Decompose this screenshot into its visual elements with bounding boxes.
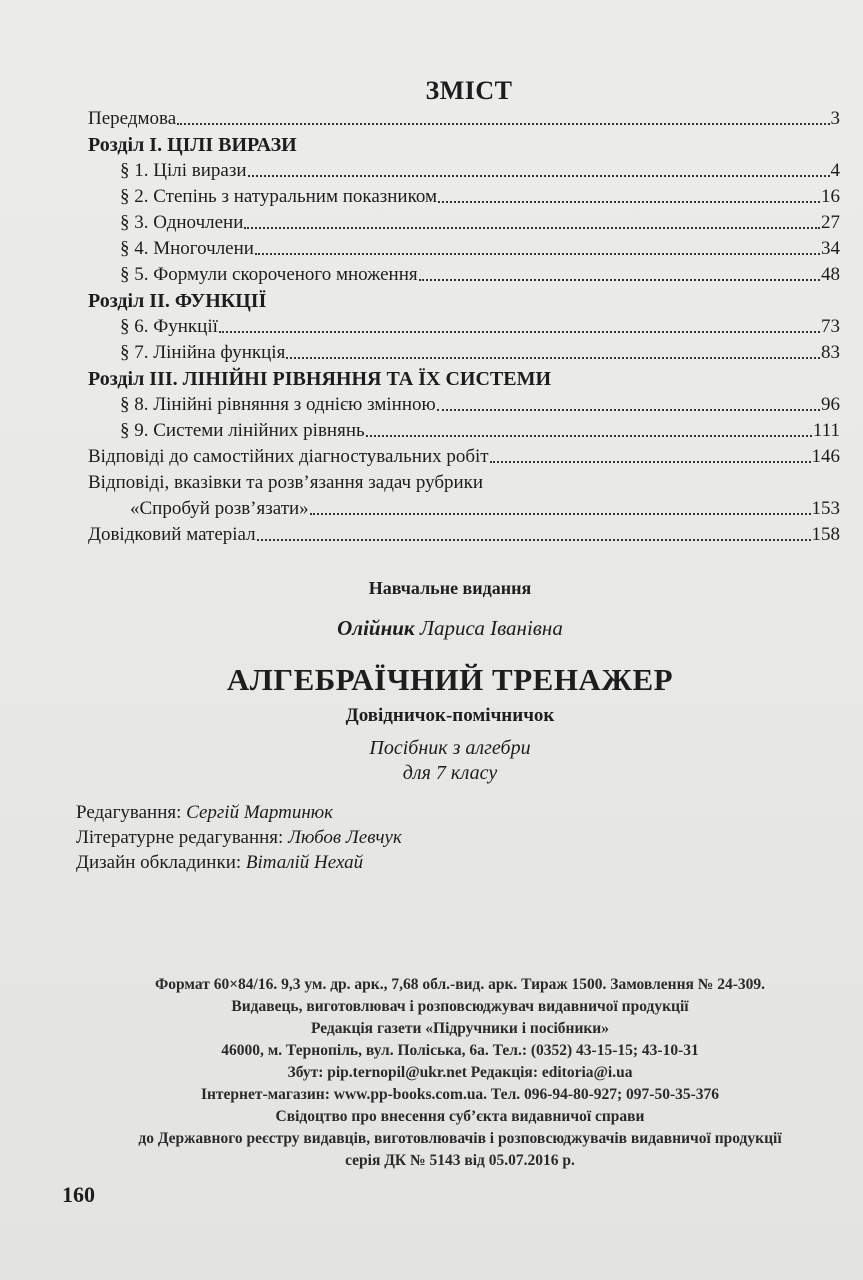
tech-line: Інтернет-магазин: www.pp-books.com.ua. Тел. 096-94-80-927; 097-50-35-376: [200, 1086, 720, 1103]
credits: [76, 800, 402, 875]
toc-entry-label: Розділ ІІ. ФУНКЦІЇ: [88, 290, 267, 312]
toc-entry-label: § 2. Степінь з натуральним показником: [120, 186, 438, 207]
toc-entry-page: 27: [821, 212, 840, 233]
toc-entry-label: § 5. Формули скороченого множення: [120, 264, 418, 285]
toc-entry-label: Передмова: [88, 108, 177, 129]
tech-line: Збут: pip.ternopil@ukr.net Редакція: editoria@i.ua: [287, 1064, 633, 1081]
tech-line: Редакція газети «Підручники і посібники»: [310, 1020, 609, 1037]
toc-entry-label: § 8. Лінійні рівняння з однією змінною: [120, 394, 436, 415]
tech-line: до Державного реєстру видавців, виготовлювачів і розповсюджувачів видавничої продукції: [138, 1130, 782, 1147]
toc-title: ЗМІСТ: [425, 76, 513, 105]
toc-section-heading: [88, 366, 840, 392]
toc-leader-dots: [286, 357, 820, 359]
edition-type: Навчальне видання: [368, 578, 532, 598]
toc-entry-page: 3: [830, 108, 840, 129]
table-of-contents: [88, 106, 840, 548]
publication-details: [60, 974, 860, 1172]
toc-entry-page: 146: [811, 446, 840, 467]
toc-entry: [88, 262, 840, 288]
toc-entry-label: § 6. Функції: [120, 316, 218, 337]
tech-line: 46000, м. Тернопіль, вул. Поліська, 6а. Тел.: (0352) 43-15-15; 43-10-31: [221, 1042, 699, 1059]
book-grade: для 7 класу: [402, 762, 498, 784]
toc-section-heading: [88, 132, 840, 158]
toc-entry-label: Довідковий матеріал: [88, 524, 256, 545]
toc-entry-label: § 3. Одночлени: [120, 212, 244, 233]
author-name: Лариса Іванівна: [419, 616, 563, 640]
toc-entry-label: § 7. Лінійна функція: [120, 342, 286, 363]
toc-entry-page: 96: [821, 394, 840, 415]
toc-entry: [88, 158, 840, 184]
book-title: АЛГЕБРАЇЧНИЙ ТРЕНАЖЕР: [226, 662, 674, 697]
book-description: Посібник з алгебри: [369, 737, 531, 759]
toc-entry-label: «Спробуй розв’язати»: [130, 498, 309, 519]
toc-entry: [88, 496, 840, 522]
toc-entry-page: 48: [821, 264, 840, 285]
toc-leader-dots: [244, 227, 820, 229]
credit-line: [76, 850, 402, 875]
credit-name: Віталій Нехай: [245, 852, 364, 873]
author-surname: Олійник: [337, 616, 415, 640]
toc-entry: [88, 106, 840, 132]
toc-entry-label: Розділ І. ЦІЛІ ВИРАЗИ: [88, 134, 297, 156]
toc-leader-dots: [437, 409, 820, 411]
toc-entry-page: 158: [811, 524, 840, 545]
toc-entry: [88, 418, 840, 444]
toc-entry-page: 111: [812, 420, 840, 441]
page-number: 160: [62, 1182, 95, 1207]
toc-entry-label: § 1. Цілі вирази: [120, 160, 247, 181]
toc-section-heading: [88, 288, 840, 314]
toc-leader-dots: [310, 513, 811, 515]
toc-entry: [88, 470, 840, 496]
book-subtitle: Довідничок-помічничок: [345, 705, 555, 726]
toc-entry: [88, 444, 840, 470]
toc-entry: [88, 340, 840, 366]
credit-line: [76, 800, 402, 825]
toc-leader-dots: [257, 539, 811, 541]
credit-role: Дизайн обкладинки:: [76, 852, 242, 873]
toc-leader-dots: [438, 201, 820, 203]
credit-name: Сергій Мартинюк: [186, 802, 334, 823]
toc-entry: [88, 236, 840, 262]
credit-name: Любов Левчук: [288, 827, 402, 848]
tech-line: Видавець, виготовлювач і розповсюджувач видавничої продукції: [231, 998, 689, 1015]
toc-entry-page: 83: [821, 342, 840, 363]
toc-leader-dots: [255, 253, 820, 255]
toc-entry: [88, 392, 840, 418]
toc-entry-page: 73: [821, 316, 840, 337]
toc-entry-page: 34: [821, 238, 840, 259]
toc-entry-page: 16: [821, 186, 840, 207]
credit-line: [76, 825, 402, 850]
toc-leader-dots: [219, 331, 820, 333]
tech-line: Формат 60×84/16. 9,3 ум. др. арк., 7,68 обл.-вид. арк. Тираж 1500. Замовлення № 24-309.: [154, 976, 766, 993]
credit-role: Літературне редагування:: [76, 827, 284, 848]
toc-entry-label: § 9. Системи лінійних рівнянь: [120, 420, 365, 441]
author: [0, 616, 863, 641]
toc-leader-dots: [490, 461, 811, 463]
toc-entry-label: Відповіді, вказівки та розв’язання задач рубрики: [88, 472, 484, 493]
toc-entry: [88, 184, 840, 210]
toc-entry-page: 153: [811, 498, 840, 519]
toc-entry: [88, 210, 840, 236]
toc-leader-dots: [366, 435, 812, 437]
toc-entry-label: Відповіді до самостійних діагностувальних робіт: [88, 446, 489, 467]
toc-entry: [88, 522, 840, 548]
tech-line: серія ДК № 5143 від 05.07.2016 р.: [345, 1152, 575, 1169]
toc-entry-label: § 4. Многочлени: [120, 238, 254, 259]
toc-leader-dots: [177, 123, 829, 125]
toc-entry-label: Розділ ІІІ. ЛІНІЙНІ РІВНЯННЯ ТА ЇХ СИСТЕМИ: [88, 368, 552, 390]
toc-leader-dots: [248, 175, 830, 177]
credit-role: Редагування:: [76, 802, 182, 823]
toc-entry-page: 4: [830, 160, 840, 181]
tech-line: Свідоцтво про внесення суб’єкта видавничої справи: [275, 1108, 645, 1125]
toc-entry: [88, 314, 840, 340]
toc-leader-dots: [419, 279, 820, 281]
